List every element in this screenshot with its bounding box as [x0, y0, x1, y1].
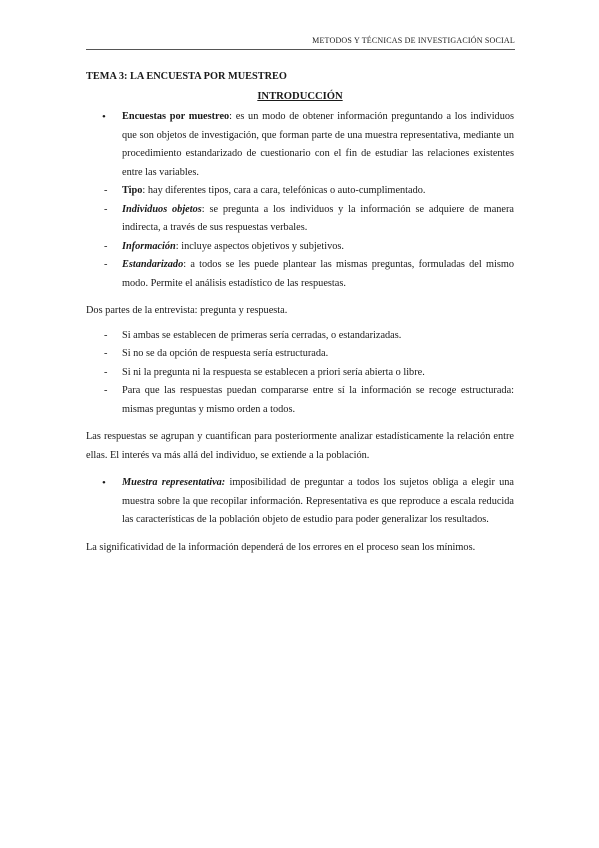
list-item-informacion: [86, 238, 514, 257]
list-item-tipo: [86, 182, 514, 201]
list-item: [86, 345, 514, 364]
dash-marker: -: [104, 185, 108, 196]
bullet-muestra: [86, 474, 514, 530]
item-text: : incluye aspectos objetivos y subjetivos.: [175, 240, 344, 252]
item-lead: Tipo: [122, 185, 143, 196]
list-item: [86, 382, 514, 419]
document-body: [86, 68, 514, 557]
paragraph-respuestas: Las respuestas se agrupan y cuantifican para posteriormente analizar estadísticamente la relación entre ellas. El interés va más allá del individuo, se extiende a la población.: [86, 431, 514, 461]
bullet-text: imposibilidad de preguntar a todos los sujetos obliga a elegir una muestra sobre la que recopilar información. Representativa es que reproduce a escala reducida las características de la población objeto de estudio para poder generalizar los resultados.: [122, 477, 514, 525]
bullet-lead: Muestra representativa:: [122, 477, 226, 488]
paragraph-significatividad: La significatividad de la información dependerá de los errores en el proceso sean los mínimos.: [86, 541, 476, 553]
dash-marker: -: [104, 366, 108, 378]
dash-marker: -: [104, 329, 108, 341]
bullet-encuestas: [86, 108, 514, 182]
dash-marker: -: [104, 385, 108, 396]
item-lead: Información: [122, 240, 176, 252]
list-item: [86, 327, 514, 346]
dash-marker: -: [104, 203, 108, 215]
dash-marker: -: [104, 259, 108, 270]
header-rule: [86, 49, 515, 50]
item-text: : hay diferentes tipos, cara a cara, telefónicas o auto-cumplimentado.: [142, 185, 426, 196]
item-text: Si ni la pregunta ni la respuesta se establecen a priori sería abierta o libre.: [122, 366, 425, 378]
bullet-marker: •: [102, 111, 106, 123]
running-header: METODOS Y TÉCNICAS DE INVESTIGACIÓN SOCIAL: [312, 36, 515, 45]
bullet-marker: •: [102, 477, 106, 489]
item-lead: Individuos objetos: [122, 203, 202, 215]
section-heading: INTRODUCCIÓN: [257, 90, 343, 102]
bullet-text: : es un modo de obtener información preguntando a los individuos que son objetos de investigación, que forman parte de una muestra representativa, mediante un procedimiento estandarizado de cuestionario con el fin de estudiar las relaciones existentes entre las variables.: [122, 111, 515, 178]
bullet-lead: Encuestas por muestreo: [122, 111, 230, 122]
topic-title: TEMA 3: LA ENCUESTA POR MUESTREO: [86, 71, 287, 82]
item-lead: Estandarizado: [122, 259, 184, 270]
list-item: [86, 364, 514, 383]
dash-marker: -: [104, 348, 108, 359]
item-text: : a todos se les puede plantear las mismas preguntas, formuladas del mismo modo. Permite el análisis estadístico de las respuestas.: [122, 259, 514, 289]
dash-marker: -: [104, 240, 108, 252]
item-text: : se pregunta a los individuos y la información se adquiere de manera indirecta, a través de sus respuestas verbales.: [122, 203, 514, 233]
paragraph-dos-partes: Dos partes de la entrevista: pregunta y respuesta.: [86, 305, 288, 316]
list-item-estandarizado: [86, 256, 514, 293]
item-text: Para que las respuestas puedan compararse entre sí la información se recoge estructurada: mismas preguntas y mismo orden a todos.: [122, 385, 514, 415]
item-text: Si no se da opción de respuesta sería estructurada.: [122, 348, 329, 359]
item-text: Si ambas se establecen de primeras sería cerradas, o estandarizadas.: [122, 329, 402, 341]
list-item-individuos: [86, 201, 514, 238]
